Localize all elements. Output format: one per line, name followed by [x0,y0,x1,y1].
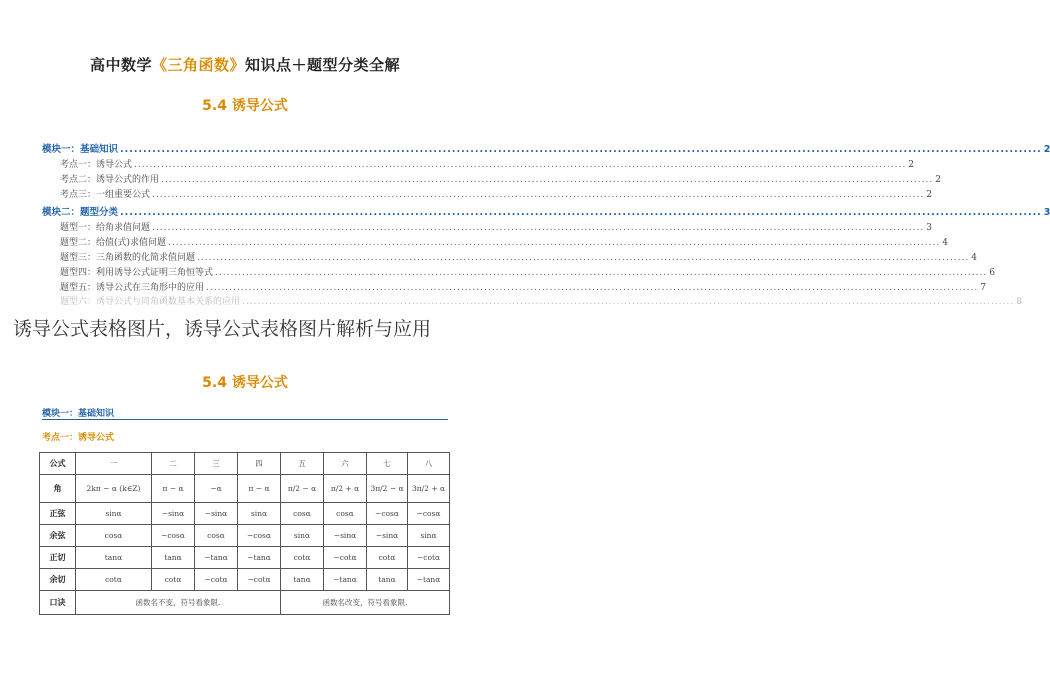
table-cell: sinα [76,503,152,525]
table-cell: sinα [408,525,450,547]
table-cell: −sinα [324,525,367,547]
toc-item-row [42,220,932,235]
table-cell: 2kπ − α (k∈Z) [76,475,152,503]
toc-label: 考点一：诱导公式 [60,160,133,170]
toc-page-number: 2 [926,189,932,200]
table-header-cell: 八 [408,453,450,475]
toc-label: 题型一：给角求值问题 [60,223,151,234]
document-title [0,54,490,75]
table-cell: −tanα [238,547,281,569]
table-cell: π − α [152,475,195,503]
toc-leader-dots: ........................................................................................................................................................................................................ [215,267,988,278]
table-cell: −α [195,475,238,503]
table-row [40,475,450,503]
toc-label: 模块二：题型分类 [42,207,119,219]
mnemonic-label-cell: 口诀 [40,591,76,615]
table-cell: sinα [238,503,281,525]
toc-page-number: 4 [971,252,977,263]
table-cell: cotα [152,569,195,591]
toc-page-number: 7 [980,282,986,293]
point-heading: 考点一：诱导公式 [42,433,115,443]
table-header-cell: 三 [195,453,238,475]
module-divider [42,419,448,420]
toc-leader-dots: ........................................................................................................................................................................................................ [120,144,1042,155]
title-suffix: 知识点＋题型分类全解 [245,56,401,74]
toc-label: 题型四：利用诱导公式证明三角恒等式 [60,267,214,278]
table-cell: −sinα [152,503,195,525]
toc-module-row [42,204,1050,220]
table-header-cell: 一 [76,453,152,475]
toc-item-row [42,265,995,280]
table-cell: −tanα [324,569,367,591]
toc-leader-dots: ........................................................................................................................................................................................................ [197,252,970,263]
toc-page-number: 3 [926,223,932,234]
document-page-preview [0,0,1050,318]
toc-item-row [42,294,1022,309]
row-label-cell: 余弦 [40,525,76,547]
toc-leader-dots: ........................................................................................................................................................................................................ [134,160,907,170]
row-label-cell: 正弦 [40,503,76,525]
toc-page-number: 2 [1043,144,1050,155]
table-row [40,503,450,525]
table-cell: 3π/2 + α [408,475,450,503]
toc-item-row [42,280,986,295]
toc-label: 考点三：一组重要公式 [60,189,151,200]
table-header-row [40,453,450,475]
toc-leader-dots: ........................................................................................................................................................................................................ [168,238,941,249]
row-label-cell: 余切 [40,569,76,591]
table-row [40,547,450,569]
table-cell: tanα [76,547,152,569]
table-cell: tanα [367,569,408,591]
table-cell: −tanα [195,547,238,569]
toc-leader-dots: ........................................................................................................................................................................................................ [242,297,1015,308]
row-label-cell: 角 [40,475,76,503]
toc-leader-dots: ........................................................................................................................................................................................................ [152,189,925,200]
table-cell: 3π/2 − α [367,475,408,503]
title-prefix: 高中数学 [89,56,152,74]
table-header-cell: 七 [367,453,408,475]
toc-leader-dots: ........................................................................................................................................................................................................ [120,207,1042,219]
table-header-cell: 二 [152,453,195,475]
module-heading: 模块一：基础知识 [42,409,115,419]
toc-page-number: 2 [935,174,941,185]
table-cell: −cotα [408,547,450,569]
image-caption: 诱导公式表格图片，诱导公式表格图片解析与应用 [13,318,432,340]
toc-item-row [42,187,932,202]
table-cell: cotα [76,569,152,591]
toc-page-number: 3 [1043,207,1050,219]
toc-label: 考点二：诱导公式的作用 [60,174,160,185]
table-cell: −cosα [408,503,450,525]
table-row [40,525,450,547]
table-cell: cosα [76,525,152,547]
table-cell: cosα [195,525,238,547]
table-cell: −cosα [367,503,408,525]
toc-label: 题型三：三角函数的化简求值问题 [60,252,196,263]
mnemonic-row [40,591,450,615]
toc-label: 模块一：基础知识 [42,144,119,155]
table-cell: cotα [367,547,408,569]
document-page-detail [0,372,490,684]
table-cell: −cotα [324,547,367,569]
section2-title: 5.4 诱导公式 [202,375,288,391]
table-cell: sinα [281,525,324,547]
table-cell: π/2 + α [324,475,367,503]
toc-label: 题型五：诱导公式在三角形中的应用 [60,282,205,293]
toc-item-row [42,157,914,172]
row-label-cell: 正切 [40,547,76,569]
toc-page-number: 4 [942,238,948,249]
table-cell: −cotα [195,569,238,591]
table-cell: tanα [281,569,324,591]
toc-page-number: 2 [908,160,914,170]
table-cell: cotα [281,547,324,569]
table-row [40,569,450,591]
table-cell: −sinα [367,525,408,547]
toc-leader-dots: ........................................................................................................................................................................................................ [152,223,925,234]
table-cell: −tanα [408,569,450,591]
toc-item-row [42,250,977,265]
section-title: 5.4 诱导公式 [202,98,288,114]
table-header-cell: 五 [281,453,324,475]
toc-item-row [42,235,948,250]
title-highlight: 《三角函数》 [151,56,245,74]
toc-label: 题型二：给值(式)求值问题 [60,238,167,249]
toc-leader-dots: ........................................................................................................................................................................................................ [161,174,934,185]
table-cell: −cotα [238,569,281,591]
table-cell: π − α [238,475,281,503]
formula-table [39,452,450,615]
mnemonic-left-cell: 函数名不变，符号看象限. [76,591,281,615]
table-of-contents [42,138,1050,309]
table-cell: tanα [152,547,195,569]
table-cell: −cosα [238,525,281,547]
table-cell: π/2 − α [281,475,324,503]
table-header-cell: 六 [324,453,367,475]
toc-page-number: 8 [1016,297,1022,308]
toc-label: 题型六：诱导公式与同角函数基本关系的应用 [60,297,241,308]
table-cell: cosα [281,503,324,525]
table-header-cell: 四 [238,453,281,475]
toc-item-row [42,172,941,187]
table-cell: −cosα [152,525,195,547]
toc-page-number: 6 [989,267,995,278]
mnemonic-right-cell: 函数名改变，符号看象限. [281,591,450,615]
toc-leader-dots: ........................................................................................................................................................................................................ [206,282,979,293]
table-header-cell: 公式 [40,453,76,475]
table-cell: cosα [324,503,367,525]
table-cell: −sinα [195,503,238,525]
toc-module-row [42,141,1050,157]
